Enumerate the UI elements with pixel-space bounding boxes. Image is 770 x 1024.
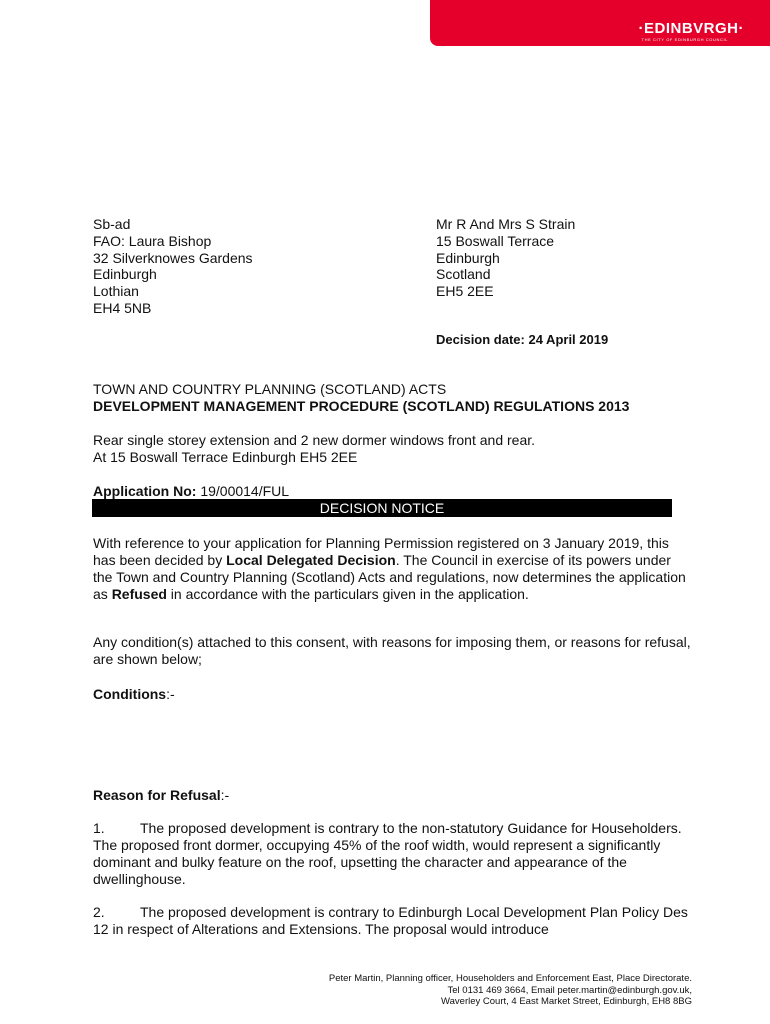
reference-paragraph [93,535,693,603]
reason-number: 2. [93,904,105,920]
address-line: Edinburgh [436,249,500,266]
refusal-reason [93,820,683,888]
application-number [93,483,289,500]
council-subtitle: THE CITY OF EDINBURGH COUNCIL [641,37,728,42]
acts-title: TOWN AND COUNTRY PLANNING (SCOTLAND) ACTS [93,381,447,397]
conditions-label: Conditions [93,686,167,702]
applicant-address [93,216,253,317]
reference-text: in accordance with the particulars given in the application. [166,586,529,602]
conditions-suffix: :- [166,686,175,702]
reason-number: 1. [93,820,105,836]
conditions-paragraph: Any condition(s) attached to this consent, with reasons for imposing them, or reasons for refusal, are shown below; [93,634,691,667]
refusal-heading [93,787,229,804]
address-line: EH4 5NB [93,299,152,316]
edinburgh-logo: ·EDINBVRGH· [638,20,744,37]
footer-line: Peter Martin, Planning officer, Householders and Enforcement East, Place Directorate. [328,973,692,984]
address-line: 15 Boswall Terrace [436,232,555,249]
regulations-title: DEVELOPMENT MANAGEMENT PROCEDURE (SCOTLAND) REGULATIONS 2013 [93,398,630,414]
reference-text: . The Council in exercise of its powers under the Town and Country Planning (Scotland) Acts and regulations, now determines the application as [93,552,686,602]
application-label: Application No: [93,483,197,499]
footer-line: Waverley Court, 4 East Market Street, Edinburgh, EH8 8BG [441,996,692,1007]
officer-footer [329,973,692,1008]
footer-line: Tel 0131 469 3664, Email peter.martin@edinburgh.gov.uk, [447,984,692,996]
reason-text: The proposed development is contrary to the non-statutory Guidance for Householders. The proposed front dormer, occupying 45% of the roof width, would represent a significantly dominant and bulky feature on the roof, upsetting the character and appearance of the dwellinghouse. [93,820,682,887]
address-line: 32 Silverknowes Gardens [93,249,253,266]
reason-text: The proposed development is contrary to Edinburgh Local Development Plan Policy Des 12 in respect of Alterations and Extensions. The proposal would introduce [93,904,688,937]
address-line: Lothian [93,283,139,300]
address-line: Scotland [436,266,491,283]
council-brand-band [430,0,770,46]
decision-type: Local Delegated Decision [226,552,396,568]
refusal-suffix: :- [220,787,230,803]
decision-date: Decision date: 24 April 2019 [436,332,609,347]
proposal-location: At 15 Boswall Terrace Edinburgh EH5 2EE [93,449,358,465]
application-value: 19/00014/FUL [200,483,290,499]
proposal-description: Rear single storey extension and 2 new dormer windows front and rear. [93,432,536,448]
decision-outcome: Refused [111,586,167,602]
address-line: Mr R And Mrs S Strain [436,216,576,232]
conditions-heading [93,686,175,703]
address-line: FAO: Laura Bishop [93,232,212,249]
reference-text: With reference to your application for Planning Permission registered on 3 January 2019, this has been decided by [93,535,669,568]
address-line: Edinburgh [93,266,157,283]
decision-notice-bar: DECISION NOTICE [92,499,672,517]
refusal-reason [93,904,688,938]
refusal-label: Reason for Refusal [93,787,221,803]
recipient-address [436,216,575,300]
address-line: Sb-ad [93,216,131,232]
address-line: EH5 2EE [436,283,494,300]
